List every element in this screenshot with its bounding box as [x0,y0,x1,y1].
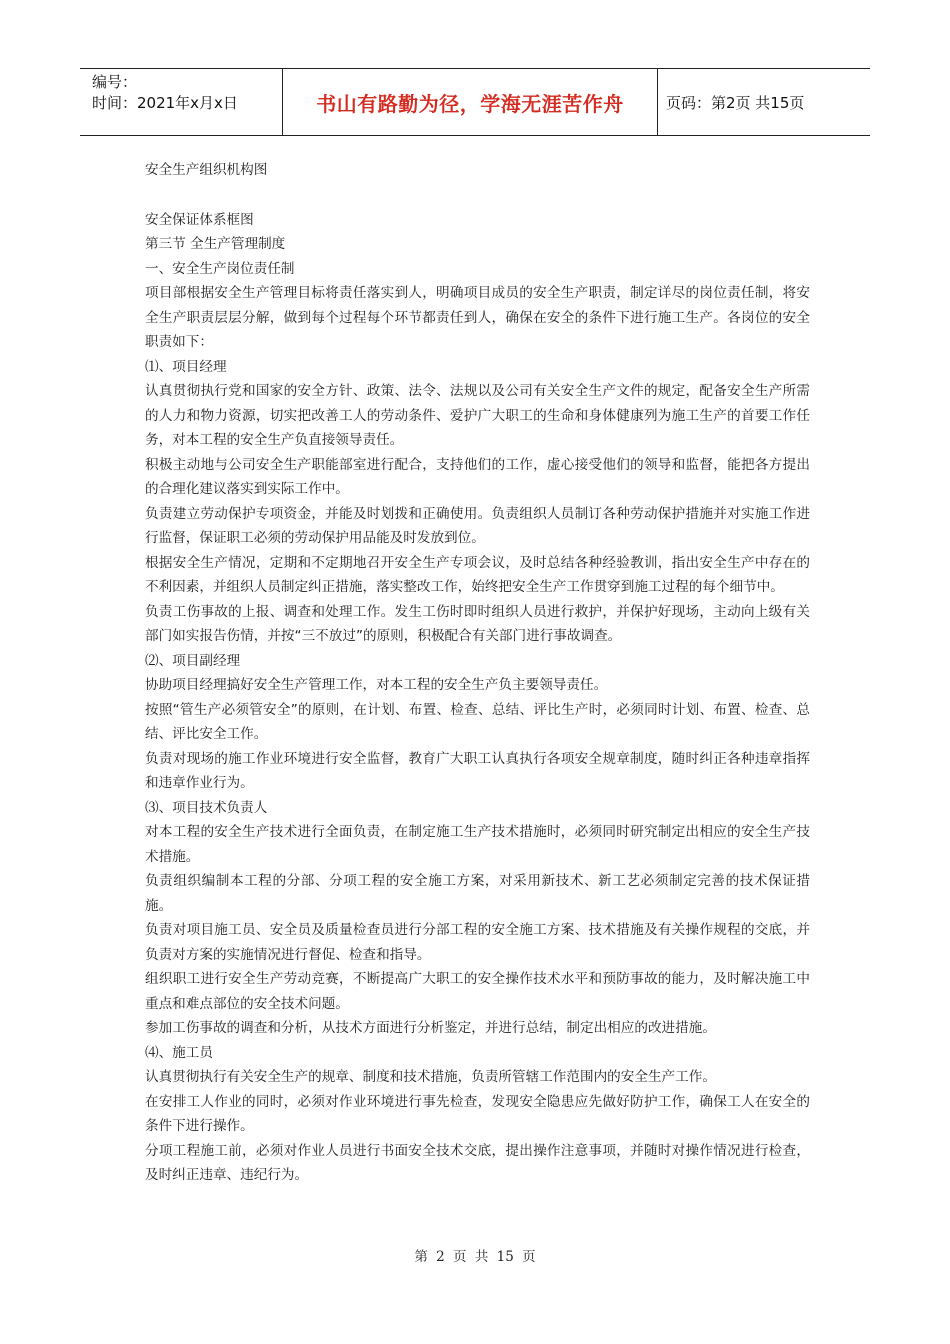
paragraph: 按照“管生产必须管安全”的原则，在计划、布置、检查、总结、评比生产时，必须同时计划、布置、检查、总结、评比安全工作。 [145,701,810,742]
paragraph: 参加工伤事故的调查和分析，从技术方面进行分析鉴定，并进行总结，制定出相应的改进措施。 [145,1020,716,1036]
item-heading-technical-lead: ⑶、项目技术负责人 [145,799,268,816]
paragraph: 分项工程施工前，必须对作业人员进行书面安全技术交底，提出操作注意事项，并随时对操作情况进行检查，及时纠正违章、违纪行为。 [145,1142,810,1183]
document-number-label: 编号： [92,73,138,91]
paragraph: 积极主动地与公司安全生产职能部室进行配合，支持他们的工作，虚心接受他们的领导和监督，能把各方提出的合理化建议落实到实际工作中。 [145,456,810,497]
page-footer: 第 2 页 共 15 页 [414,1249,536,1265]
paragraph: 对本工程的安全生产技术进行全面负责，在制定施工生产技术措施时，必须同时研究制定出相应的安全生产技术措施。 [145,824,810,865]
paragraph: 组织职工进行安全生产劳动竞赛，不断提高广大职工的安全操作技术水平和预防事故的能力，及时解决施工中重点和难点部位的安全技术问题。 [145,971,810,1012]
item-heading-deputy-manager: ⑵、项目副经理 [145,652,241,669]
paragraph: 负责建立劳动保护专项资金，并能及时划拨和正确使用。负责组织人员制订各种劳动保护措施并对实施工作进行监督，保证职工必须的劳动保护用品能及时发放到位。 [145,505,810,546]
paragraph: 负责对项目施工员、安全员及质量检查员进行分部工程的安全施工方案、技术措施及有关操作规程的交底，并负责对方案的实施情况进行督促、检查和指导。 [145,922,810,963]
paragraph: 认真贯彻执行有关安全生产的规章、制度和技术措施，负责所管辖工作范围内的安全生产工作。 [145,1069,716,1085]
paragraph: 负责对现场的施工作业环境进行安全监督，教育广大职工认真执行各项安全规章制度，随时纠正各种违章指挥和违章作业行为。 [145,750,810,791]
paragraph: 在安排工人作业的同时，必须对作业环境进行事先检查，发现安全隐患应先做好防护工作，确保工人在安全的条件下进行操作。 [145,1093,810,1134]
item-heading-project-manager: ⑴、项目经理 [145,358,227,375]
item-heading-construction-officer: ⑷、施工员 [145,1044,213,1061]
paragraph: 负责工伤事故的上报、调查和处理工作。发生工伤时即时组织人员进行救护，并保护好现场，主动向上级有关部门如实报告伤情，并按“三不放过”的原则，积极配合有关部门进行事故调查。 [145,603,810,644]
figure-caption-org-chart: 安全生产组织机构图 [145,162,268,178]
paragraph: 认真贯彻执行党和国家的安全方针、政策、法令、法规以及公司有关安全生产文件的规定，配备安全生产所需的人力和物力资源，切实把改善工人的劳动条件、爱护广大职工的生命和身体健康列为施工生产的首要工作任务，对本工程的安全生产负直接领导责任。 [145,383,810,448]
section-heading: 第三节 全生产管理制度 [145,236,286,252]
figure-caption-safety-system: 安全保证体系框图 [145,211,254,228]
paragraph: 根据安全生产情况，定期和不定期地召开安全生产专项会议，及时总结各种经验教训，指出安全生产中存在的不利因素，并组织人员制定纠正措施，落实整改工作，始终把安全生产工作贯穿到施工过程的每个细节中。 [145,554,810,595]
paragraph: 协助项目经理搞好安全生产管理工作，对本工程的安全生产负主要领导责任。 [145,677,608,693]
page-header [80,68,870,136]
header-motto: 书山有路勤为径，学海无涯苦作舟 [282,69,658,135]
paragraph: 负责组织编制本工程的分部、分项工程的安全施工方案，对采用新技术、新工艺必须制定完善的技术保证措施。 [145,873,810,914]
document-date-label: 时间：2021年x月x日 [92,94,238,112]
header-page-info: 页码：第2页 共15页 [666,93,805,112]
paragraph: 项目部根据安全生产管理目标将责任落实到人，明确项目成员的安全生产职责，制定详尽的岗位责任制，将安全生产职责层层分解，做到每个过程每个环节都责任到人，确保在安全的条件下进行施工生产。各岗位的安全职责如下： [145,285,810,350]
subsection-heading: 一、安全生产岗位责任制 [145,260,295,277]
header-meta [80,69,282,135]
document-body [145,158,810,1188]
